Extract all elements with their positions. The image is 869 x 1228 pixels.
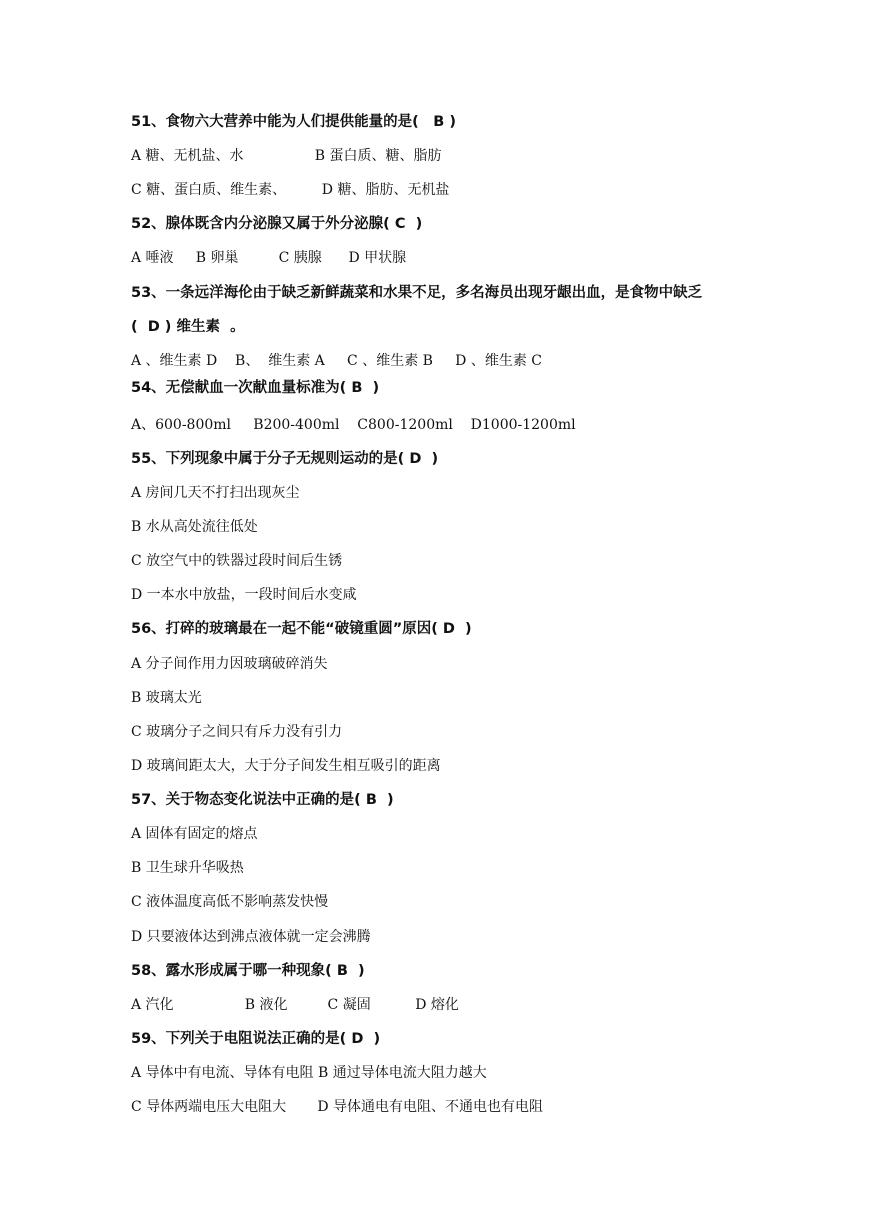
question-54-options: A、600-800ml B200-400ml C800-1200ml D1000-1200ml [131, 417, 576, 433]
question-56-option-a: A 分子间作用力因玻璃破碎消失 [131, 656, 328, 672]
question-56-option-d: D 玻璃间距太大，大于分子间发生相互吸引的距离 [131, 758, 441, 774]
question-56-option-b: B 玻璃太光 [131, 690, 202, 706]
question-59-stem: 59、下列关于电阻说法正确的是( D ) [131, 1031, 381, 1047]
question-51-options-row-1: A 糖、无机盐、水 B 蛋白质、糖、脂肪 [131, 148, 442, 164]
question-54-stem: 54、无偿献血一次献血量标准为( B ) [131, 380, 380, 396]
question-52-options: A 唾液 B 卵巢 C 胰腺 D 甲状腺 [131, 250, 407, 266]
question-51-stem: 51、食物六大营养中能为人们提供能量的是( B ) [131, 114, 457, 130]
question-55-option-b: B 水从高处流往低处 [131, 519, 258, 535]
question-51-options-row-2: C 糖、蛋白质、维生素、 D 糖、脂肪、无机盐 [131, 182, 450, 198]
question-58-options: A 汽化 B 液化 C 凝固 D 熔化 [131, 997, 459, 1013]
question-55-option-c: C 放空气中的铁器过段时间后生锈 [131, 553, 343, 569]
question-56-option-c: C 玻璃分子之间只有斥力没有引力 [131, 724, 343, 740]
question-57-option-b: B 卫生球升华吸热 [131, 860, 244, 876]
question-53-options: A 、维生素 D B、 维生素 A C 、维生素 B D 、维生素 C [131, 353, 543, 369]
question-56-stem: 56、打碎的玻璃最在一起不能“破镜重圆”原因( D ) [131, 621, 472, 637]
question-53-stem: 53、一条远洋海伦由于缺乏新鲜蔬菜和水果不足，多名海员出现牙龈出血，是食物中缺乏 [131, 285, 703, 301]
question-55-option-a: A 房间几天不打扫出现灰尘 [131, 485, 300, 501]
question-57-option-d: D 只要液体达到沸点液体就一定会沸腾 [131, 929, 371, 945]
question-59-options-row-1: A 导体中有电流、导体有电阻 B 通过导体电流大阻力越大 [131, 1065, 487, 1081]
question-53-stem-continued: ( D ) 维生素 。 [131, 319, 245, 335]
question-59-options-row-2: C 导体两端电压大电阻大 D 导体通电有电阻、不通电也有电阻 [131, 1099, 543, 1115]
question-55-stem: 55、下列现象中属于分子无规则运动的是( D ) [131, 451, 439, 467]
question-57-option-a: A 固体有固定的熔点 [131, 826, 258, 842]
question-57-stem: 57、关于物态变化说法中正确的是( B ) [131, 792, 394, 808]
question-58-stem: 58、露水形成属于哪一种现象( B ) [131, 963, 365, 979]
question-52-stem: 52、腺体既含内分泌腺又属于外分泌腺( C ) [131, 216, 423, 232]
question-55-option-d: D 一本水中放盐，一段时间后水变咸 [131, 587, 357, 603]
question-57-option-c: C 液体温度高低不影响蒸发快慢 [131, 894, 329, 910]
